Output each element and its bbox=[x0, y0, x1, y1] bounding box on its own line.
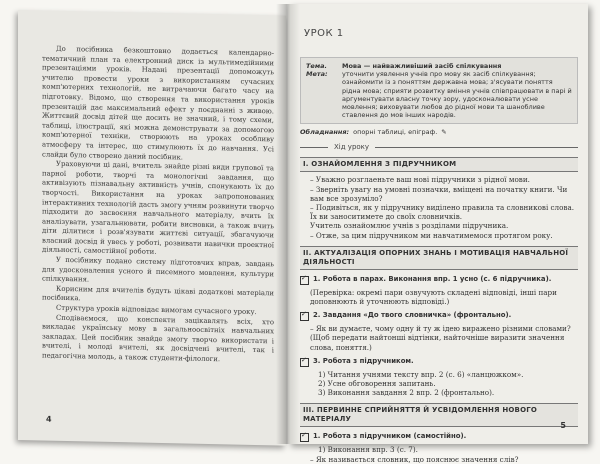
goal-label: Мета: bbox=[306, 70, 328, 79]
left-page-text bbox=[42, 45, 274, 366]
paragraph: До посібника безкоштовно додається календарно-тематичний план та електронний диск із мультимедійними презентаціями уроків. Надані презентації допоможуть учителю провести уроки з використанням сучасних комп'ютерних технологій, не витрачаючи багато часу на підготовку. Відомо, що створення та використання уроків презентацій дає максимальний ефект у поєднанні з живою. Життєвий досвід дітей ще досить не значний, і тому схеми, таблиці, ілюстрації, які можна демонструвати за допомогою комп'ютерної техніки, створюють на уроках особливу атмосферу та інтерес, що стимулюють їх до навчання. Усі слайди було створено даний посібник. bbox=[42, 44, 274, 161]
page-number: 5 bbox=[560, 421, 566, 430]
right-page bbox=[288, 4, 588, 464]
task-body bbox=[300, 370, 578, 398]
text-line: – Уважно розглаеньте ваш нові підручники з рідної мови. bbox=[310, 175, 530, 185]
checkbox-icon bbox=[300, 276, 309, 285]
section-heading: III. ПЕРВИННЕ СПРИЙНЯТТЯ Й УСВІДОМЛЕННЯ НОВОГО МАТЕРІАЛУ bbox=[300, 403, 578, 427]
section-body bbox=[300, 175, 578, 239]
text-line: 1) Виконання впр. 3 (с. 7). bbox=[318, 445, 418, 455]
divider-line bbox=[300, 147, 328, 148]
task-title: 3. Робота з підручником. bbox=[313, 356, 414, 365]
paragraph: Структура уроків відповідає вимогам сучасного уроку. bbox=[56, 303, 257, 317]
theme-value: Мова — найважливіший засіб спілкування bbox=[342, 62, 502, 70]
text-line: 3) Виконання завдання 2 впр. 2 (фронтально). bbox=[318, 388, 495, 398]
text-line: – Отже, за цим підручником ми навчатимемося протягом року. bbox=[310, 230, 553, 240]
text-line: (Щоб передати найтонші відтінки, найточніше виразити значення слова, поняття.) bbox=[310, 333, 565, 352]
paragraph: У посібнику подано систему підготовчих вправ, завдань для удосконалення усного й писемного мовлення, культури спілкування. bbox=[42, 255, 274, 284]
paragraph: Сподіваємося, що конспекти зацікавлять всіх, хто викладає українську мову в загальноосвітніх навчальних закладах. Цей посібник знайде змогу творчо використати і вчителі, і молоді вчителі, як досвідчені вчителі, так і педагогічна молодь, а також студенти-філологи. bbox=[42, 313, 274, 364]
text-line: – Як називається словник, що пояснює значення слів? bbox=[310, 454, 519, 464]
text-line: – Подивіться, як у підручнику виділено правила та словникові слова. Їх ви заноситимете до своїх словничків. bbox=[310, 203, 575, 222]
text-line: – Зверніть увагу на умовні позначки, вміщені на початку книги. Чи вам все зрозуміло? bbox=[310, 184, 568, 203]
left-page bbox=[18, 10, 286, 446]
text-line: Учитель ознайомлює учнів з розділами підручника. bbox=[310, 221, 509, 231]
text-line: – Як ви думаєте, чому одну й ту ж ідею виражено різними словами? bbox=[310, 324, 571, 334]
section-heading: I. ОЗНАЙОМЛЕННЯ З ПІДРУЧНИКОМ bbox=[300, 157, 578, 172]
theme-label: Тема. bbox=[306, 62, 328, 70]
equipment-label: Обладнання: bbox=[300, 128, 350, 137]
task-title: 1. Робота з підручником (самостійно). bbox=[313, 432, 467, 441]
paragraph: Ураховуючи ці дані, вчитель знайде різні види групової та парної роботи, творчі та монологічні завдання, що активізують пізнавальну активність учнів, спонукають їх до творчості. Використання на уроках запропонованих інтерактивних технологій дасть змогу учням розвинути творчо підходити до засвоєння навчального матеріалу, вчить їх аналізувати, узагальнювати, робити висновки, а також вчить діти ділитися і розв'язувати життєві ситуації, збагачуючи власний досвід й увесь у роботі, розвивати навички проектної діяльності, самостійної роботи. bbox=[42, 159, 274, 257]
equipment-value: опорні таблиці, епіграф. bbox=[353, 128, 438, 137]
task-body bbox=[300, 445, 578, 463]
checkbox-icon bbox=[300, 433, 309, 442]
course-title: Хід уроку bbox=[334, 143, 370, 152]
task-item bbox=[300, 311, 578, 321]
text-line: (Перевірка: окремі пари озвучують складені відповіді, інші пари доповнюють й уточнюють відповіді.) bbox=[310, 287, 557, 307]
task-item bbox=[300, 432, 578, 442]
pen-icon: ✎ bbox=[441, 128, 447, 137]
task-body bbox=[300, 324, 578, 352]
goal-value: уточнити уявлення учнів про мову як засіб спілкування; ознайомити із з поняттям державна мова; з'ясувати поняття рідна мова; сприяти розвитку вміння учнів співпрацювати в парі й аргументувати власну точку зору, удосконалювати усне мовлення; виховувати любов до рідної мови та шанобливе ставлення до мов інших народів. bbox=[342, 70, 572, 120]
text-line: 2) Усне обговорення запитань. bbox=[318, 379, 436, 389]
task-title: 1. Робота в парах. Виконання впр. 1 усно (с. 6 підручника). bbox=[313, 274, 552, 283]
lesson-header-box bbox=[300, 57, 578, 124]
course-divider bbox=[300, 143, 578, 151]
task-title: 2. Завдання «До твого словничка» (фронтально). bbox=[313, 311, 512, 320]
task-item bbox=[300, 275, 578, 285]
task-item bbox=[300, 357, 578, 367]
page-number: 4 bbox=[46, 414, 52, 424]
checkbox-icon bbox=[300, 312, 309, 321]
checkbox-icon bbox=[300, 358, 309, 367]
divider-line bbox=[375, 147, 578, 148]
book-gutter bbox=[276, 4, 300, 444]
text-line: 1) Читання учнями тексту впр. 2 (с. 6) «ланцюжком». bbox=[318, 369, 524, 379]
lesson-title: УРОК 1 bbox=[304, 28, 344, 39]
section-heading: II. АКТУАЛІЗАЦІЯ ОПОРНИХ ЗНАНЬ І МОТИВАЦІЯ НАВЧАЛЬНОЇ ДІЯЛЬНОСТІ bbox=[300, 246, 578, 270]
paragraph: Корисним для вчителів будуть цікаві додаткові матеріали посібника. bbox=[42, 284, 274, 303]
task-body bbox=[300, 288, 578, 306]
